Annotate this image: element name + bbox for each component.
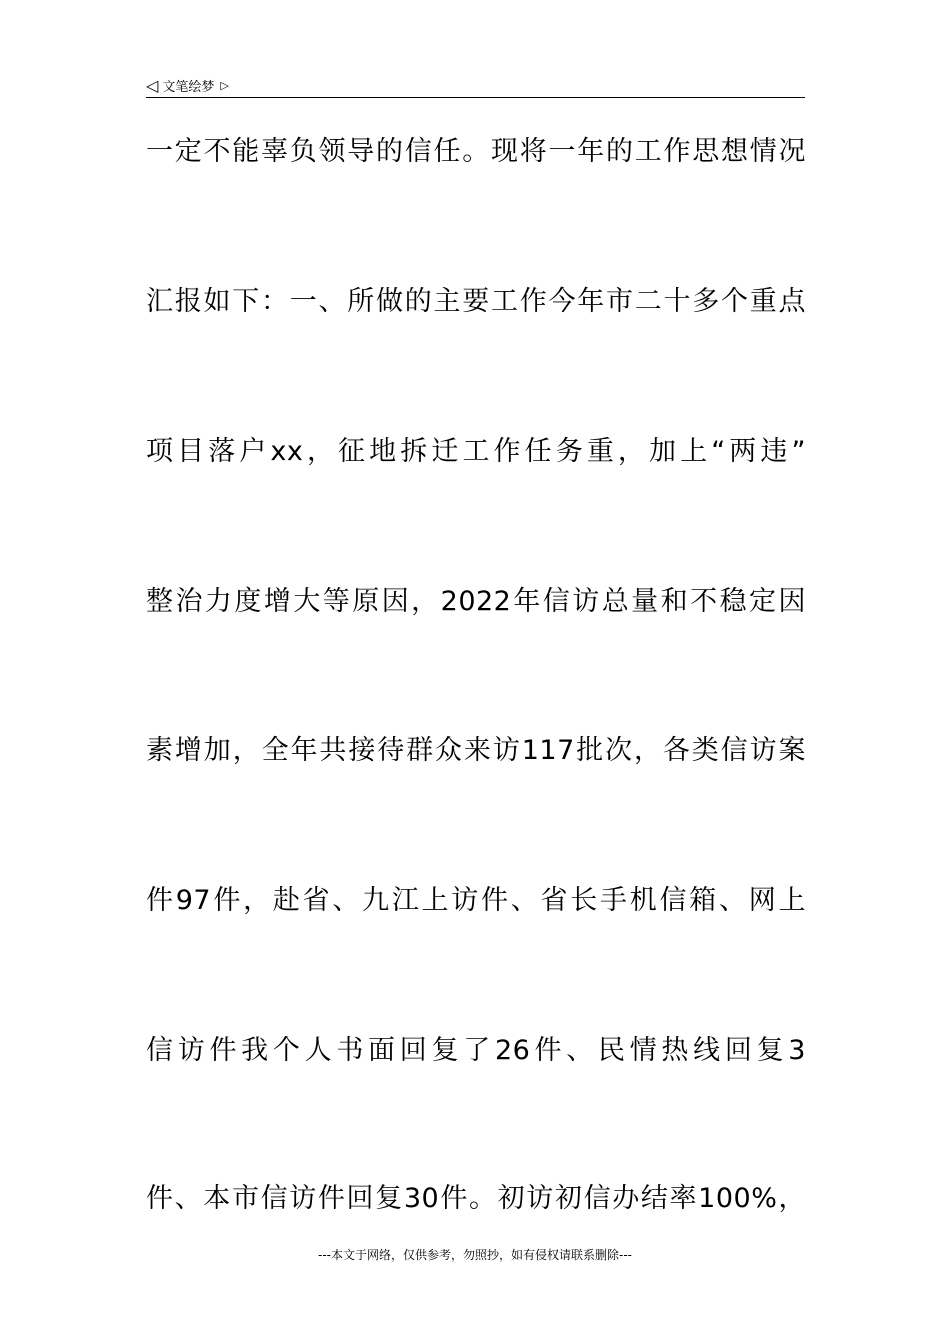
- body-line-1: 一定不能辜负领导的信任。现将一年的工作思想情况: [146, 136, 806, 167]
- body-line-7: 信访件我个人书面回复了26件、民情热线回复3: [146, 1035, 806, 1066]
- right-triangle-icon: ▷: [220, 78, 229, 92]
- left-triangle-icon: ◁: [146, 75, 159, 95]
- body-line-2: 汇报如下：一、所做的主要工作今年市二十多个重点: [146, 286, 806, 317]
- body-line-5: 素增加，全年共接待群众来访117批次，各类信访案: [146, 735, 806, 766]
- body-line-8: 件、本市信访件回复30件。初访初信办结率100%，: [146, 1183, 806, 1214]
- body-line-6: 件97件，赴省、九江上访件、省长手机信箱、网上: [146, 885, 806, 916]
- page-header: [146, 74, 229, 96]
- header-divider: [146, 97, 805, 98]
- body-line-4: 整治力度增大等原因，2022年信访总量和不稳定因: [146, 586, 806, 617]
- header-title: 文笔绘梦: [162, 79, 215, 95]
- footer-disclaimer: ---本文于网络，仅供参考，勿照抄，如有侵权请联系删除---: [318, 1248, 632, 1262]
- body-line-3: 项目落户xx，征地拆迁工作任务重，加上“两违”: [146, 436, 806, 467]
